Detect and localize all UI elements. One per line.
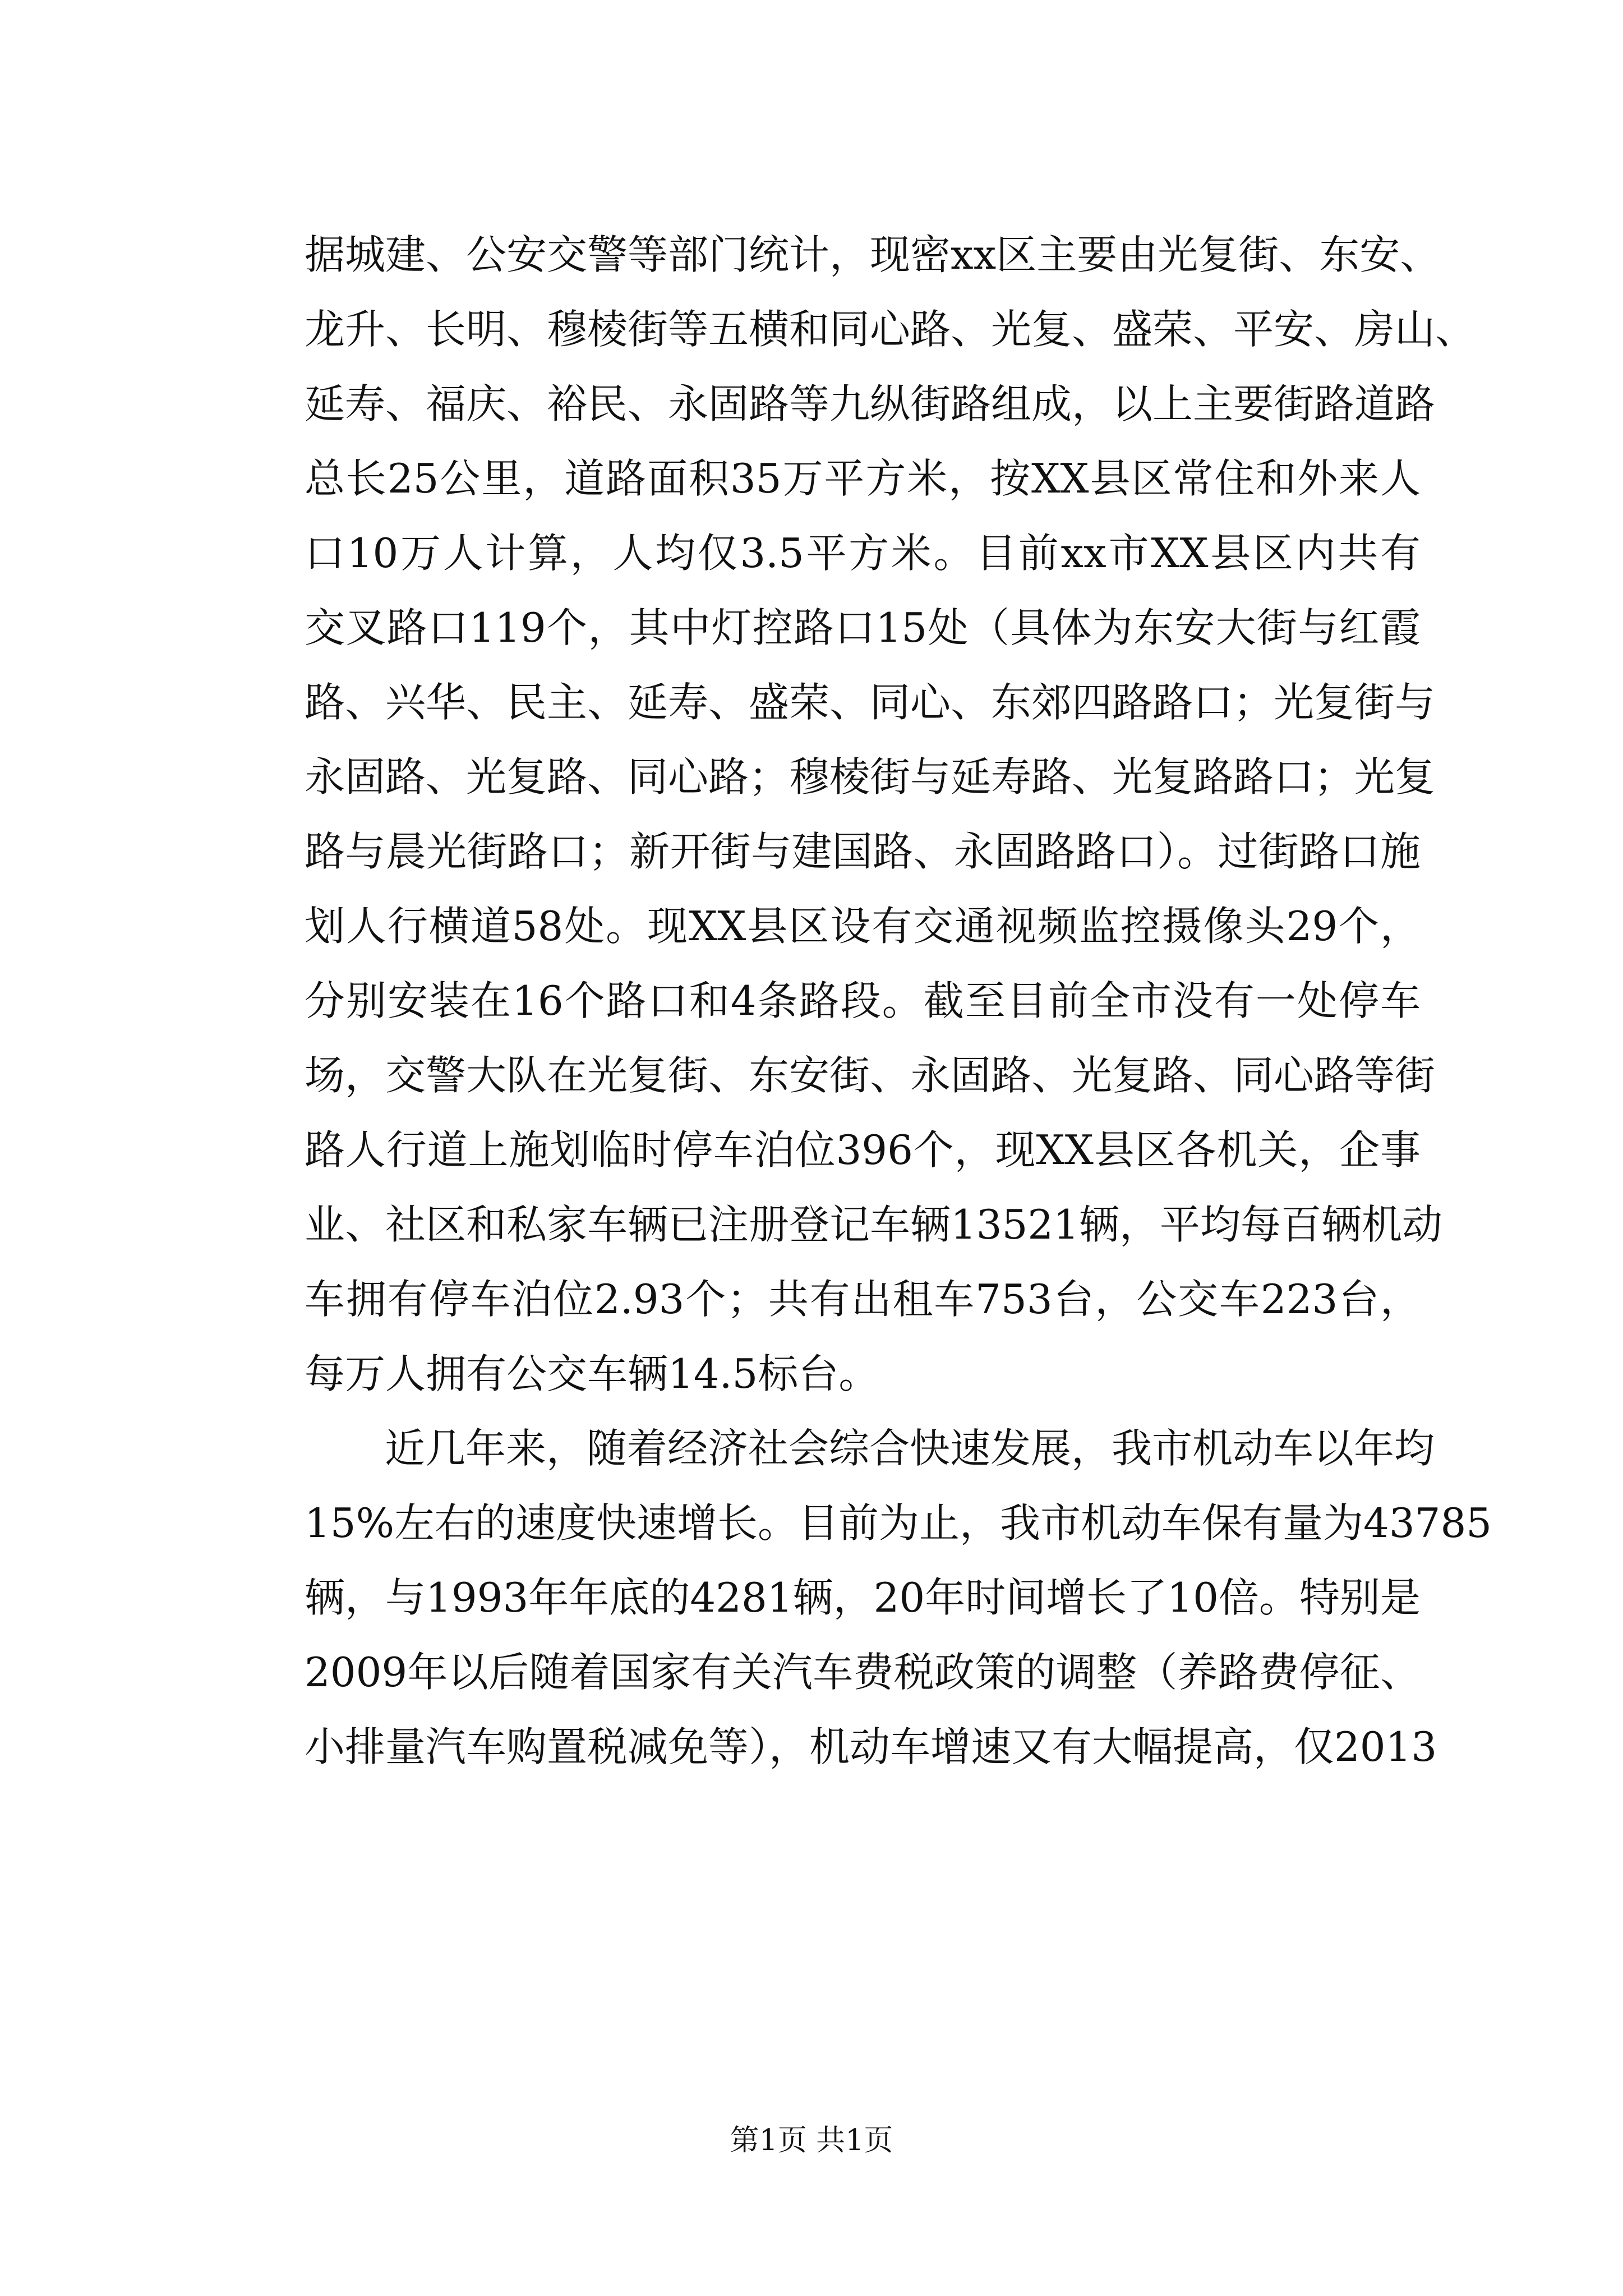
paragraph-vehicle-growth [305, 1411, 1492, 1784]
text-line: 分别安装在16个路口和4条路段。截至目前全市没有一处停车 [305, 977, 1421, 1024]
text-line: 路人行道上施划临时停车泊位396个，现XX县区各机关，企事 [305, 1126, 1421, 1174]
text-line: 小排量汽车购置税减免等），机动车增速又有大幅提高，仅2013 [305, 1723, 1437, 1770]
text-line: 据城建、公安交警等部门统计，现密xx区主要由光复街、东安、 [305, 231, 1441, 278]
text-line: 龙升、长明、穆棱街等五横和同心路、光复、盛荣、平安、房山、 [305, 306, 1476, 353]
text-line: 辆，与1993年年底的4281辆，20年时间增长了10倍。特别是 [305, 1574, 1421, 1621]
text-line: 永固路、光复路、同心路；穆棱街与延寿路、光复路路口；光复 [305, 753, 1436, 800]
text-line: 15%左右的速度快速增长。目前为止，我市机动车保有量为43785 [305, 1499, 1492, 1547]
document-body [305, 218, 1492, 1784]
text-line: 路与晨光街路口；新开街与建国路、永固路路口）。过街路口施 [305, 828, 1421, 875]
text-line: 划人行横道58处。现XX县区设有交通视频监控摄像头29个， [305, 903, 1421, 950]
text-line: 业、社区和私家车辆已注册登记车辆13521辆，平均每百辆机动 [305, 1201, 1443, 1248]
text-line: 场，交警大队在光复街、东安街、永固路、光复路、同心路等街 [305, 1052, 1436, 1099]
page-number: 第1页 共1页 [730, 2124, 893, 2157]
text-line: 每万人拥有公交车辆14.5标台。 [305, 1350, 879, 1397]
text-line: 路、兴华、民主、延寿、盛荣、同心、东郊四路路口；光复街与 [305, 679, 1436, 726]
text-line: 车拥有停车泊位2.93个；共有出租车753台，公交车223台， [305, 1276, 1421, 1323]
page-footer [0, 2121, 1623, 2160]
paragraph-traffic-statistics [305, 218, 1476, 1411]
text-line: 2009年以后随着国家有关汽车费税政策的调整（养路费停征、 [305, 1649, 1421, 1696]
text-line: 口10万人计算，人均仅3.5平方米。目前xx市XX县区内共有 [305, 530, 1421, 577]
text-line: 近几年来，随着经济社会综合快速发展，我市机动车以年均 [385, 1425, 1435, 1472]
text-line: 延寿、福庆、裕民、永固路等九纵街路组成，以上主要街路道路 [305, 380, 1436, 427]
text-line: 交叉路口119个，其中灯控路口15处（具体为东安大街与红霞 [305, 604, 1421, 651]
text-line: 总长25公里，道路面积35万平方米，按XX县区常住和外来人 [305, 455, 1421, 502]
